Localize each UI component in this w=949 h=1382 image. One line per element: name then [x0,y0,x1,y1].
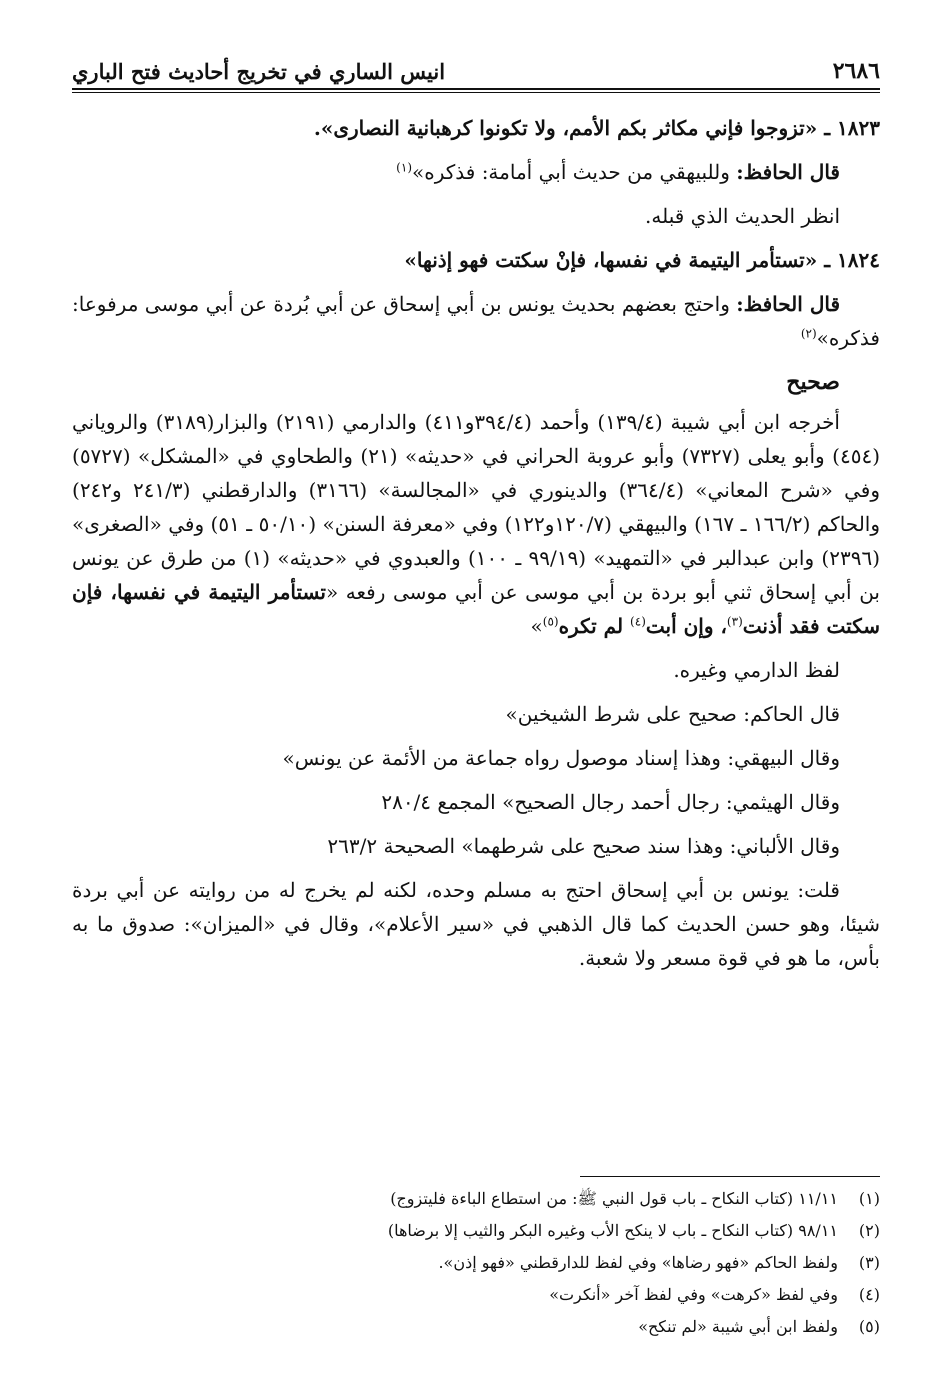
footnote-text: وفي لفظ «كرهت» وفي لفظ آخر «أنكرت» [549,1285,838,1304]
footnote-ref-5: (٥) [542,614,559,629]
footnotes [72,1176,880,1343]
running-header [72,44,880,84]
footnote-number: (٣) [858,1253,880,1272]
hafiz-comment-1824 [72,287,880,355]
footnote-ref-1: (١) [396,160,412,175]
footnote-text: ولفظ ابن أبي شيبة «لم تنكح» [638,1317,838,1336]
takhrij-paragraph [72,405,880,643]
book-title: انيس الساري في تخريج أحاديث فتح الباري [72,59,446,84]
opinion-hakim: قال الحاكم: صحيح على شرط الشيخين» [505,702,840,726]
lafz-note: لفظ الدارمي وغيره. [673,658,840,682]
footnote-number: (٤) [858,1285,880,1304]
footnote-item [72,1311,880,1343]
matn-bold-2: ، وإن أبت [645,614,727,638]
hafiz-label: قال الحافظ: [736,292,841,316]
footnote-ref-2: (٢) [800,326,817,341]
footnote-text: ولفظ الحاكم «فهو رضاها» وفي لفظ للدارقطني «فهو إذن». [438,1253,838,1272]
footnote-text: ٩٨/١١ (كتاب النكاح ـ باب لا ينكح الأب وغيره البكر والثيب إلا برضاها) [387,1221,838,1240]
footnote-item [72,1279,880,1311]
opinion-haythami: وقال الهيثمي: رجال أحمد رجال الصحيح» المجمع ٢٨٠/٤ [381,790,840,814]
matn-bold-3: لم تكره [558,614,631,638]
author-comment: قلت: يونس بن أبي إسحاق احتج به مسلم وحده، لكنه لم يخرج له من روايته عن أبي بردة شيئا، وهو حسن الحديث كما قال الذهبي في «سير الأعلام»، وقال في «الميزان»: صدوق ما به بأس، ما هو في قوة مسعر ولا شعبة. [72,878,880,970]
hafiz-text: واحتج بعضهم بحديث يونس بن أبي إسحاق عن أبي بُردة عن أبي موسى مرفوعا: فذكره» [72,292,880,350]
hafiz-comment-1823 [72,155,880,189]
footnote-rule [580,1176,880,1177]
footnote-number: (٥) [858,1317,880,1336]
hafiz-label: قال الحافظ: [736,160,840,184]
opinion-albani: وقال الألباني: وهذا سند صحيح على شرطهما» الصحيحة ٢٦٣/٢ [327,834,840,858]
footnote-ref-4: (٤) [630,614,646,629]
footnote-item [72,1215,880,1247]
page-number: ٢٦٨٦ [832,58,880,84]
footnote-text: ١١/١١ (كتاب النكاح ـ باب قول النبي ﷺ: من استطاع الباءة فليتزوج) [390,1189,838,1208]
main-text [72,111,880,975]
footnote-ref-3: (٣) [726,614,743,629]
footnote-item [72,1183,880,1215]
hafiz-text: وللبيهقي من حديث أبي أمامة: فذكره» [412,160,737,184]
hadith-1824: ١٨٢٤ ـ «تستأمر اليتيمة في نفسها، فإنْ سكتت فهو إذنها» [404,248,880,272]
footnote-item [72,1247,880,1279]
footnote-number: (١) [858,1189,880,1208]
note-1823: انظر الحديث الذي قبله. [645,204,840,228]
header-rule [72,88,880,93]
takhrij-closing: » [530,614,543,638]
takhrij-intro: أخرجه ابن أبي شيبة (١٣٩/٤) وأحمد (٣٩٤/٤و٤١١) والدارمي (٢١٩١) والبزار(٣١٨٩) والروياني (٤٥٤) وأبو يعلى (٧٣٢٧) وأبو عروبة الحراني في «حديثه» (٢١) والطحاوي في «المشكل» (٥٧٢٧) وفي «شرح المعاني» (٣٦٤/٤) والدينوري في «المجالسة» (٣١٦٦) والدارقطني (٢٤١/٣ و٢٤٢) والحاكم (١٦٦/٢ ـ ١٦٧) والبيهقي (١٢٠/٧و١٢٢) وفي «معرفة السنن» (٥٠/١٠ ـ ٥١) وفي «الصغرى» (٢٣٩٦) وابن عبدالبر في «التمهيد» (٩٩/١٩ ـ ١٠٠) والعبدوي في «حديثه» (١) من طرق عن يونس بن أبي إسحاق ثني أبو بردة بن أبي موسى عن أبي موسى رفعه « [72,410,881,604]
document-page [72,44,880,1354]
opinion-bayhaqi: وقال البيهقي: وهذا إسناد موصول رواه جماعة من الأئمة عن يونس» [282,746,840,770]
footnote-number: (٢) [858,1221,880,1240]
matn-bold-1: تستأمر اليتيمة في نفسها، فإن سكتت فقد أذنت [72,580,880,638]
hadith-1823: ١٨٢٣ ـ «تزوجوا فإني مكاثر بكم الأمم، ولا تكونوا كرهبانية النصارى». [313,116,880,140]
grade-heading: صحيح [786,369,840,395]
